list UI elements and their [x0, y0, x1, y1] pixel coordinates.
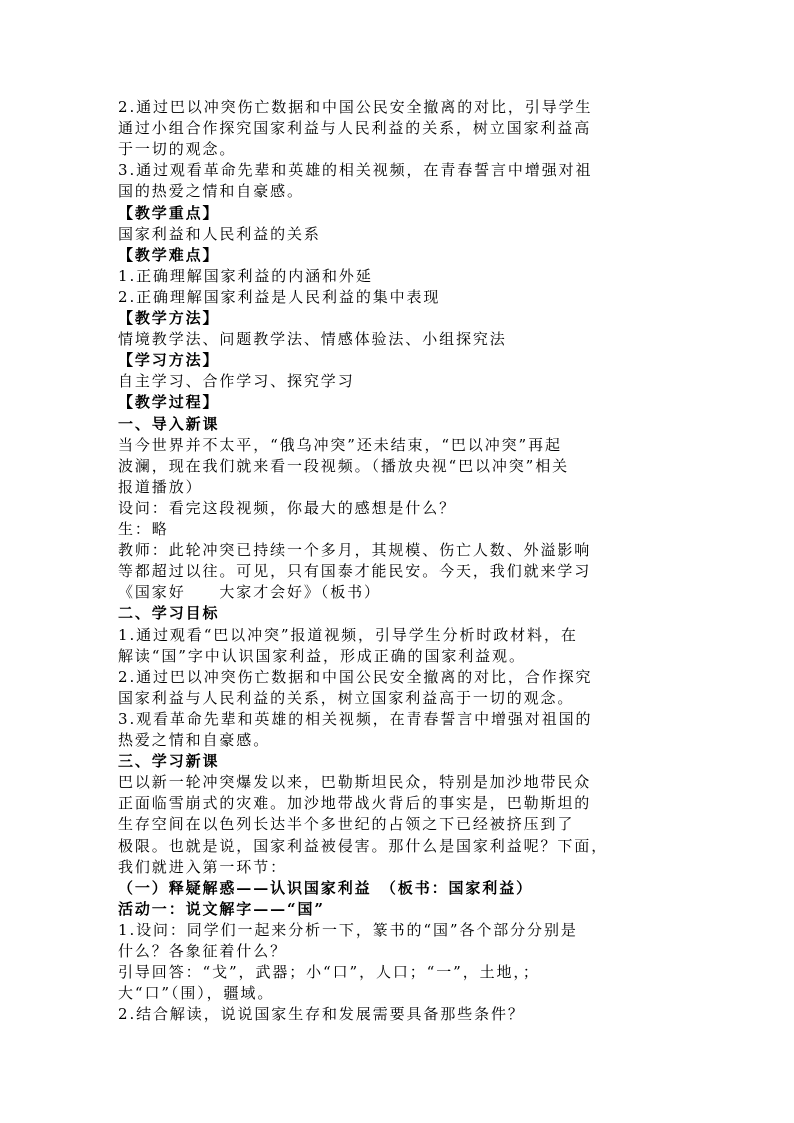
- text-line: 3.观看革命先辈和英雄的相关视频，在青春誓言中增强对祖国的: [118, 709, 593, 728]
- text-line: 自主学习、合作学习、探究学习: [118, 372, 355, 391]
- text-line: 设问：看完这段视频，你最大的感想是什么？: [118, 498, 457, 517]
- text-line: 引导回答：“戈”，武器；小“口”，人口；“一”，土地，；: [118, 963, 540, 982]
- section-heading: 【教学过程】: [118, 393, 220, 412]
- text-line: 于一切的观念。: [118, 140, 237, 159]
- text-line: 国家利益与人民利益的关系，树立国家利益高于一切的观念。: [118, 688, 575, 707]
- text-line: 正面临雪崩式的灾难。加沙地带战火背后的事实是，巴勒斯坦的: [118, 794, 592, 813]
- text-line: 什么？各象征着什么？: [118, 942, 288, 960]
- text-line: 生：略: [118, 520, 169, 538]
- text-line: 教师：此轮冲突已持续一个多月，其规模、伤亡人数、外溢影响: [118, 541, 592, 560]
- section-heading: 【教学重点】: [118, 203, 220, 222]
- section-heading: 二、学习目标: [118, 604, 220, 623]
- text-line: 3.通过观看革命先辈和英雄的相关视频，在青春誓言中增强对祖: [118, 161, 593, 180]
- section-heading: 【教学难点】: [118, 245, 220, 264]
- text-line: 国家利益和人民利益的关系: [118, 224, 321, 243]
- text-line: 大“口”（围），疆域。: [118, 984, 275, 1003]
- section-heading: 活动一：说文解字——“国”: [118, 899, 325, 918]
- section-heading: 一、导入新课: [118, 414, 220, 433]
- text-line: 波澜，现在我们就来看一段视频。（播放央视“巴以冲突”相关: [118, 456, 570, 475]
- text-line: 2.通过巴以冲突伤亡数据和中国公民安全撤离的对比，合作探究: [118, 667, 593, 686]
- text-line: 等都超过以往。可见，只有国泰才能民安。今天，我们就来学习: [118, 562, 592, 581]
- text-line: 通过小组合作探究国家利益与人民利益的关系，树立国家利益高: [118, 119, 592, 138]
- section-heading: （一）释疑解惑——认识国家利益 （板书：国家利益）: [118, 878, 534, 897]
- text-line: 报道播放）: [118, 477, 203, 496]
- text-line: 极限。也就是说，国家利益被侵害。那什么是国家利益呢？下面，: [118, 836, 609, 855]
- text-line: 2.结合解读，说说国家生存和发展需要具备那些条件？: [118, 1005, 525, 1024]
- text-line: 2.正确理解国家利益是人民利益的集中表现: [118, 287, 441, 306]
- text-line: 情境教学法、问题教学法、情感体验法、小组探究法: [118, 330, 507, 349]
- text-line: 当今世界并不太平，“俄乌冲突”还未结束，“巴以冲突”再起: [118, 435, 562, 454]
- text-line: 生存空间在以色列长达半个多世纪的占领之下已经被挤压到了: [118, 815, 575, 834]
- text-line: 我们就进入第一环节：: [118, 857, 288, 876]
- text-line: 1.正确理解国家利益的内涵和外延: [118, 266, 373, 285]
- text-line: 国的热爱之情和自豪感。: [118, 182, 304, 201]
- text-line: 热爱之情和自豪感。: [118, 731, 271, 749]
- text-line: 《国家好 大家才会好》（板书）: [118, 583, 381, 602]
- section-heading: 【教学方法】: [118, 309, 220, 327]
- section-heading: 三、学习新课: [118, 752, 220, 771]
- text-line: 巴以新一轮冲突爆发以来，巴勒斯坦民众，特别是加沙地带民众: [118, 773, 592, 792]
- text-line: 2.通过巴以冲突伤亡数据和中国公民安全撤离的对比，引导学生: [118, 98, 593, 116]
- text-line: 1.设问：同学们一起来分析一下，篆书的“国”各个部分分别是: [118, 920, 578, 939]
- text-line: 1.通过观看“巴以冲突”报道视频，引导学生分析时政材料，在: [118, 625, 578, 644]
- section-heading: 【学习方法】: [118, 351, 220, 370]
- text-line: 解读“国”字中认识国家利益，形成正确的国家利益观。: [118, 646, 526, 665]
